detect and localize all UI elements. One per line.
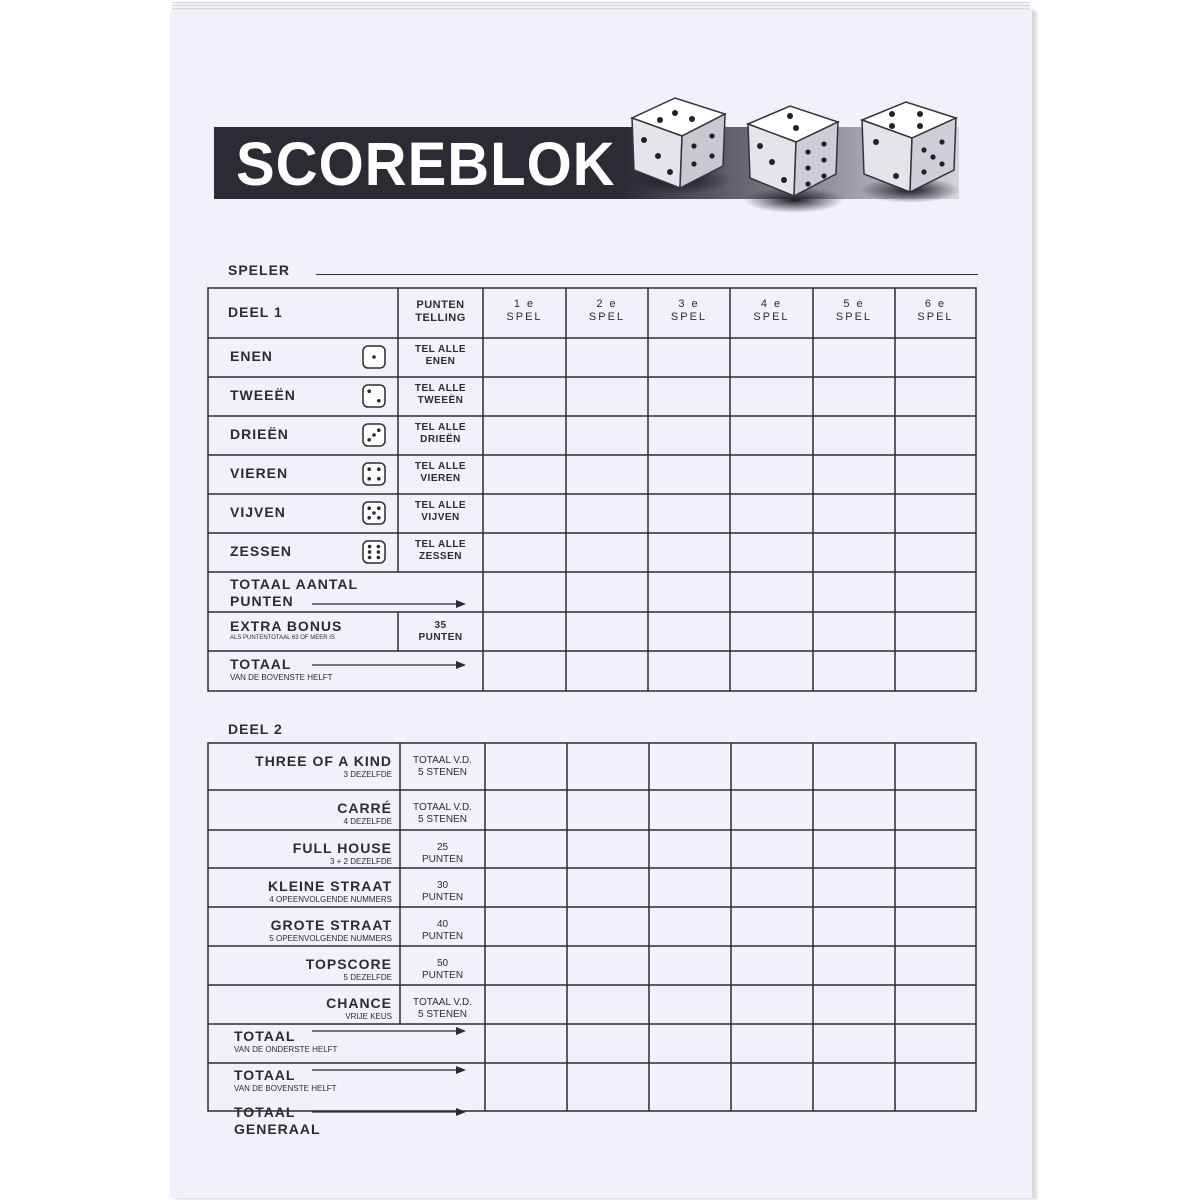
score-cell[interactable] bbox=[648, 377, 730, 416]
score-cell[interactable] bbox=[485, 868, 567, 907]
score-cell[interactable] bbox=[731, 790, 813, 830]
score-cell[interactable] bbox=[813, 946, 895, 985]
score-cell[interactable] bbox=[731, 985, 813, 1024]
row-points-rule: TEL ALLE TWEEËN bbox=[414, 383, 467, 406]
row-label: TOPSCORE 5 DEZELFDE bbox=[305, 956, 392, 982]
score-cell[interactable] bbox=[648, 494, 730, 533]
page-title: SCOREBLOK bbox=[236, 130, 616, 199]
score-cell[interactable] bbox=[485, 790, 567, 830]
row-label: DRIEËN bbox=[230, 426, 289, 442]
score-cell[interactable] bbox=[566, 455, 648, 494]
row-label: KLEINE STRAAT 4 OPEENVOLGENDE NUMMERS bbox=[268, 878, 392, 904]
score-cell[interactable] bbox=[813, 1024, 895, 1063]
score-cell[interactable] bbox=[895, 985, 976, 1024]
grand-total-label: TOTAAL GENERAAL bbox=[234, 1104, 321, 1137]
score-cell[interactable] bbox=[731, 907, 813, 946]
score-cell[interactable] bbox=[895, 494, 976, 533]
score-cell[interactable] bbox=[483, 651, 566, 691]
score-cell[interactable] bbox=[895, 790, 976, 830]
score-cell[interactable] bbox=[567, 1024, 649, 1063]
row-points-rule: TEL ALLE DRIEËN bbox=[414, 422, 467, 445]
game-heading-5: 5 e SPEL bbox=[835, 298, 873, 323]
score-cell[interactable] bbox=[648, 612, 730, 651]
score-cell[interactable] bbox=[483, 377, 566, 416]
score-cell[interactable] bbox=[648, 651, 730, 691]
row-points-rule: TEL ALLE ZESSEN bbox=[414, 539, 467, 562]
score-cell[interactable] bbox=[566, 651, 648, 691]
score-cell[interactable] bbox=[813, 1063, 895, 1111]
die-face-icon bbox=[362, 384, 386, 408]
row-label: CARRÉ 4 DEZELFDE bbox=[337, 800, 392, 826]
score-cell[interactable] bbox=[649, 1063, 731, 1111]
score-cell[interactable] bbox=[895, 572, 976, 612]
die-face-icon bbox=[362, 423, 386, 447]
score-cell[interactable] bbox=[483, 533, 566, 572]
score-cell[interactable] bbox=[895, 455, 976, 494]
score-cell[interactable] bbox=[566, 612, 648, 651]
die-face-icon bbox=[362, 462, 386, 486]
row-label: CHANCE VRIJE KEUS bbox=[326, 995, 392, 1021]
part2-heading: DEEL 2 bbox=[228, 721, 283, 737]
score-cell[interactable] bbox=[813, 743, 895, 790]
score-cell[interactable] bbox=[895, 338, 976, 377]
arrow-icon bbox=[310, 1064, 470, 1076]
score-cell[interactable] bbox=[649, 1024, 731, 1063]
score-cell[interactable] bbox=[483, 494, 566, 533]
row-points-rule: 30 PUNTEN bbox=[421, 880, 464, 903]
score-cell[interactable] bbox=[731, 868, 813, 907]
game-heading-6: 6 e SPEL bbox=[917, 298, 954, 323]
game-heading-4: 4 e SPEL bbox=[753, 298, 790, 323]
score-cell[interactable] bbox=[730, 338, 813, 377]
die-face-icon bbox=[362, 501, 386, 525]
score-cell[interactable] bbox=[483, 338, 566, 377]
row-label: GROTE STRAAT 5 OPEENVOLGENDE NUMMERS bbox=[269, 917, 392, 943]
row-points-rule: TEL ALLE VIEREN bbox=[414, 461, 467, 484]
score-cell[interactable] bbox=[648, 455, 730, 494]
score-cell[interactable] bbox=[566, 533, 648, 572]
score-cell[interactable] bbox=[730, 455, 813, 494]
score-cell[interactable] bbox=[649, 868, 731, 907]
score-cell[interactable] bbox=[485, 1063, 567, 1111]
arrow-icon bbox=[310, 659, 470, 671]
score-cell[interactable] bbox=[566, 416, 648, 455]
score-cell[interactable] bbox=[731, 830, 813, 868]
score-cell[interactable] bbox=[813, 830, 895, 868]
score-cell[interactable] bbox=[813, 455, 895, 494]
score-cell[interactable] bbox=[895, 1063, 976, 1111]
points-heading: PUNTEN TELLING bbox=[415, 299, 466, 324]
score-cell[interactable] bbox=[649, 743, 731, 790]
score-cell[interactable] bbox=[730, 651, 813, 691]
dice-illustration-icon bbox=[620, 88, 980, 218]
score-cell[interactable] bbox=[483, 572, 566, 612]
score-cell[interactable] bbox=[895, 416, 976, 455]
score-cell[interactable] bbox=[566, 338, 648, 377]
score-cell[interactable] bbox=[895, 830, 976, 868]
total-points-label: TOTAAL AANTAL PUNTEN bbox=[230, 576, 359, 609]
score-cell[interactable] bbox=[813, 416, 895, 455]
score-cell[interactable] bbox=[483, 612, 566, 651]
score-cell[interactable] bbox=[813, 338, 895, 377]
row-label: ZESSEN bbox=[230, 543, 293, 559]
score-cell[interactable] bbox=[485, 907, 567, 946]
score-cell[interactable] bbox=[895, 377, 976, 416]
game-heading-3: 3 e SPEL bbox=[670, 298, 708, 323]
score-cell[interactable] bbox=[731, 743, 813, 790]
score-cell[interactable] bbox=[649, 946, 731, 985]
score-cell[interactable] bbox=[648, 416, 730, 455]
die-face-icon bbox=[362, 540, 386, 564]
player-label: SPELER bbox=[228, 262, 291, 278]
score-cell[interactable] bbox=[649, 830, 731, 868]
score-cell[interactable] bbox=[485, 946, 567, 985]
row-label: THREE OF A KIND 3 DEZELFDE bbox=[255, 753, 392, 779]
game-heading-1: 1 e SPEL bbox=[506, 298, 543, 323]
row-points-rule: TOTAAL V.D. 5 STENEN bbox=[413, 802, 472, 825]
score-cell[interactable] bbox=[648, 533, 730, 572]
score-cell[interactable] bbox=[483, 416, 566, 455]
arrow-icon bbox=[310, 1106, 470, 1118]
score-cell[interactable] bbox=[649, 907, 731, 946]
score-cell[interactable] bbox=[730, 612, 813, 651]
bonus-points: 35 PUNTEN bbox=[418, 620, 463, 643]
part1-total-label: TOTAAL VAN DE BOVENSTE HELFT bbox=[230, 656, 333, 682]
score-cell[interactable] bbox=[813, 533, 895, 572]
row-points-rule: TEL ALLE ENEN bbox=[414, 344, 467, 367]
score-cell[interactable] bbox=[730, 572, 813, 612]
score-cell[interactable] bbox=[566, 494, 648, 533]
score-cell[interactable] bbox=[567, 1063, 649, 1111]
score-cell[interactable] bbox=[567, 985, 649, 1024]
score-cell[interactable] bbox=[895, 1024, 976, 1063]
upper-total-label: TOTAAL VAN DE BOVENSTE HELFT bbox=[234, 1067, 337, 1093]
score-cell[interactable] bbox=[567, 907, 649, 946]
score-cell[interactable] bbox=[731, 946, 813, 985]
score-cell[interactable] bbox=[485, 1024, 567, 1063]
score-cell[interactable] bbox=[895, 868, 976, 907]
row-points-rule: TEL ALLE VIJVEN bbox=[414, 500, 467, 523]
score-cell[interactable] bbox=[813, 868, 895, 907]
score-cell[interactable] bbox=[813, 985, 895, 1024]
score-cell[interactable] bbox=[648, 338, 730, 377]
player-name-line[interactable] bbox=[316, 274, 978, 275]
score-cell[interactable] bbox=[485, 985, 567, 1024]
row-label: VIJVEN bbox=[230, 504, 286, 520]
score-cell[interactable] bbox=[895, 533, 976, 572]
row-label: FULL HOUSE 3 + 2 DEZELFDE bbox=[292, 840, 392, 866]
row-points-rule: TOTAAL V.D. 5 STENEN bbox=[413, 997, 472, 1020]
score-cell[interactable] bbox=[485, 743, 567, 790]
score-cell[interactable] bbox=[813, 572, 895, 612]
score-cell[interactable] bbox=[566, 377, 648, 416]
score-cell[interactable] bbox=[649, 985, 731, 1024]
score-cell[interactable] bbox=[813, 790, 895, 830]
score-cell[interactable] bbox=[730, 377, 813, 416]
score-cell[interactable] bbox=[483, 455, 566, 494]
game-heading-2: 2 e SPEL bbox=[588, 298, 626, 323]
score-cell[interactable] bbox=[567, 743, 649, 790]
row-label: VIEREN bbox=[230, 465, 289, 481]
bonus-label: EXTRA BONUS ALS PUNTENTOTAAL 63 OF MEER IS bbox=[230, 618, 343, 641]
score-cell[interactable] bbox=[649, 790, 731, 830]
lower-total-label: TOTAAL VAN DE ONDERSTE HELFT bbox=[234, 1028, 338, 1054]
score-cell[interactable] bbox=[567, 946, 649, 985]
score-cell[interactable] bbox=[895, 612, 976, 651]
row-label: TWEEËN bbox=[230, 387, 296, 403]
row-points-rule: TOTAAL V.D. 5 STENEN bbox=[413, 755, 472, 778]
score-cell[interactable] bbox=[813, 494, 895, 533]
score-cell[interactable] bbox=[895, 946, 976, 985]
score-cell[interactable] bbox=[813, 907, 895, 946]
score-cell[interactable] bbox=[648, 572, 730, 612]
arrow-icon bbox=[310, 598, 470, 610]
arrow-icon bbox=[310, 1025, 470, 1037]
score-cell[interactable] bbox=[730, 416, 813, 455]
score-cell[interactable] bbox=[567, 790, 649, 830]
score-cell[interactable] bbox=[567, 830, 649, 868]
score-cell[interactable] bbox=[730, 494, 813, 533]
score-cell[interactable] bbox=[813, 651, 895, 691]
row-points-rule: 50 PUNTEN bbox=[421, 958, 464, 981]
score-cell[interactable] bbox=[485, 830, 567, 868]
score-cell[interactable] bbox=[731, 1024, 813, 1063]
score-cell[interactable] bbox=[895, 907, 976, 946]
score-cell[interactable] bbox=[566, 572, 648, 612]
score-cell[interactable] bbox=[567, 868, 649, 907]
score-cell[interactable] bbox=[730, 533, 813, 572]
score-cell[interactable] bbox=[895, 651, 976, 691]
row-points-rule: 25 PUNTEN bbox=[421, 842, 464, 865]
score-cell[interactable] bbox=[813, 612, 895, 651]
part1-heading: DEEL 1 bbox=[228, 304, 283, 320]
row-points-rule: 40 PUNTEN bbox=[421, 919, 464, 942]
row-label: ENEN bbox=[230, 348, 273, 364]
score-cell[interactable] bbox=[731, 1063, 813, 1111]
score-cell[interactable] bbox=[813, 377, 895, 416]
score-cell[interactable] bbox=[895, 743, 976, 790]
die-face-icon bbox=[362, 345, 386, 369]
